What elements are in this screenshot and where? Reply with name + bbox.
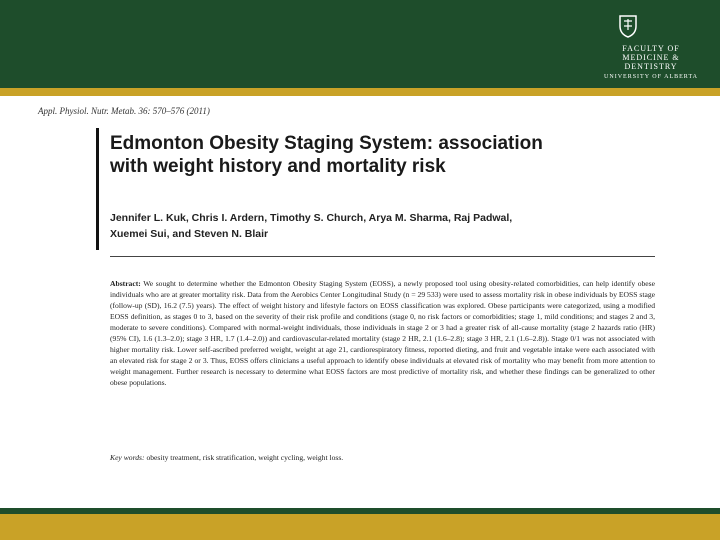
- faculty-logo-text: [596, 44, 706, 82]
- faculty-line-3: UNIVERSITY OF ALBERTA: [604, 74, 698, 80]
- abstract-label: Abstract:: [110, 279, 141, 288]
- title-line-2: with weight history and mortality risk: [110, 156, 446, 177]
- paper-title: [110, 132, 630, 178]
- keywords-paragraph: [110, 452, 655, 463]
- title-side-bar: [96, 128, 99, 250]
- journal-citation: Appl. Physiol. Nutr. Metab. 36: 570–576 (2011): [38, 106, 210, 116]
- section-divider: [110, 256, 655, 257]
- abstract-text: We sought to determine whether the Edmonton Obesity Staging System (EOSS), a newly proposed tool using obesity-related comorbidities, can help identify obese individuals who are at greater mortality risk. Data from the Aerobics Center Longitudinal Study (n = 29 533) were used to assess mortality risk in obese individuals by EOSS stage (follow-up (SD), 16.2 (7.5) years). The effect of weight history and lifestyle factors on EOSS classification was explored. Obese participants were categorized, using a modified EOSS definition, as stages 0 to 3, based on the severity of their risk profile and conditions (stage 0, no risk factors or comorbidities; stage 1, mild conditions; and stages 2 and 3, moderate to severe conditions). Compared with normal-weight individuals, those individuals in stage 2 or 3 had a greater risk of all-cause mortality (stage 2 hazards ratio (HR) (95% CI), 1.6 (1.3–2.0); stage 3 HR, 1.7 (1.4–2.0)) and cardiovascular-related mortality (stage 2 HR, 2.1 (1.6–2.8); stage 3 HR, 2.1 (1.6–2.8)). Stage 0/1 was not associated with higher mortality risk. Lower self-ascribed preferred weight, weight at age 21, cardiorespiratory fitness, reported dieting, and fruit and vegetable intake were each associated with an elevated risk for stage 2 or 3. Thus, EOSS offers clinicians a useful approach to identify obese individuals at elevated risk of mortality who may benefit from more attention to weight management. Further research is necessary to determine what EOSS factors are most predictive of mortality risk, and whether these findings can be generalized to other obese populations.: [110, 279, 655, 387]
- title-line-1: Edmonton Obesity Staging System: association: [110, 133, 543, 154]
- authors-line-1: Jennifer L. Kuk, Chris I. Ardern, Timothy S. Church, Arya M. Sharma, Raj Padwal,: [110, 212, 513, 224]
- keywords-text: obesity treatment, risk stratification, weight cycling, weight loss.: [146, 453, 344, 462]
- header-gold-rule: [0, 88, 720, 96]
- faculty-line-2: MEDICINE & DENTISTRY: [622, 53, 680, 71]
- slide-footer-band: [0, 514, 720, 540]
- paper-authors: [110, 210, 650, 242]
- authors-line-2: Xuemei Sui, and Steven N. Blair: [110, 228, 269, 240]
- keywords-label: Key words:: [110, 453, 145, 462]
- abstract-paragraph: [110, 278, 655, 388]
- faculty-line-1: FACULTY OF: [622, 44, 680, 53]
- university-crest-icon: [618, 14, 638, 38]
